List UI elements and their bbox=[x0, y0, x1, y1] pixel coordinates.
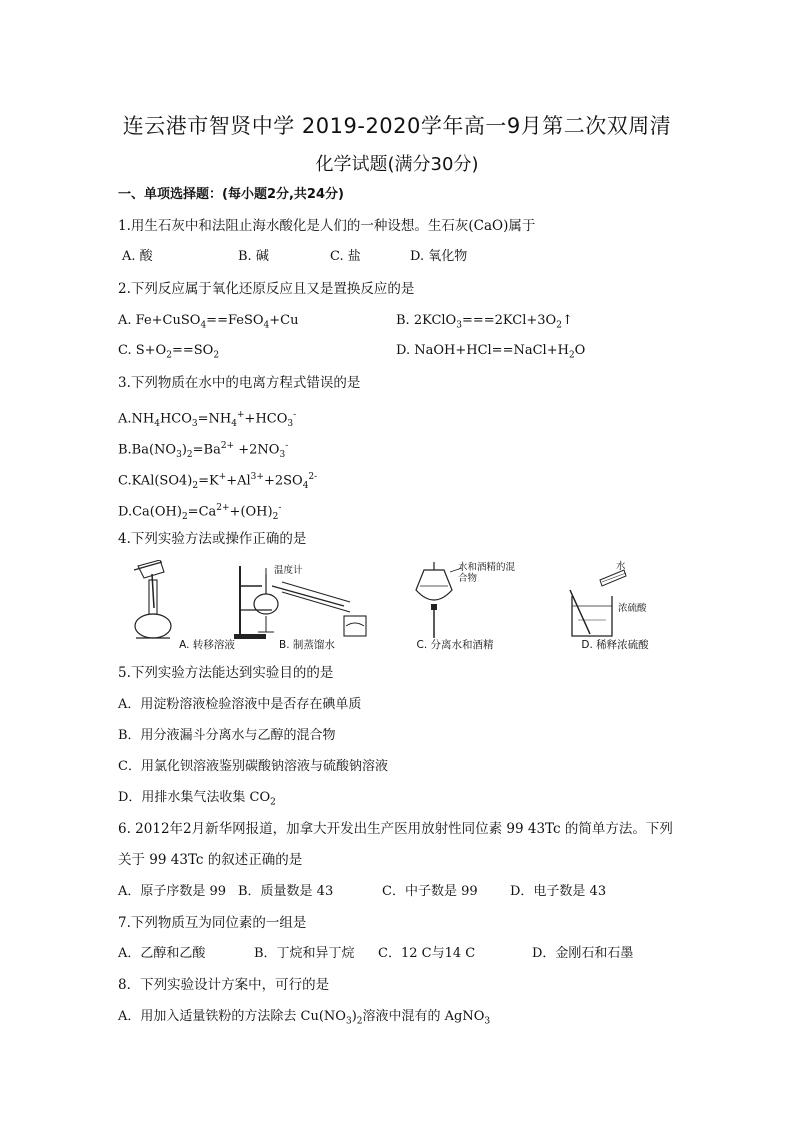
figure-a-caption: A. 转移溶液 bbox=[179, 639, 235, 651]
q7-option-b: B．丁烷和异丁烷 bbox=[254, 946, 355, 961]
acid-label: 浓硫酸 bbox=[618, 603, 647, 614]
q8-option-a: A．用加入适量铁粉的方法除去 $Cu(NO_3)_2$溶液中混有的 AgNO$_3$ bbox=[118, 1009, 491, 1027]
figure-c-caption: C. 分离水和酒精 bbox=[416, 639, 494, 651]
question-8-stem: 8．下列实验设计方案中，可行的是 bbox=[118, 977, 330, 993]
section-heading: 一、单项选择题：(每小题2分,共24分) bbox=[118, 187, 344, 202]
q3-option-d: $D.Ca(OH)_2=Ca^{2+}+(OH)_2^-$ bbox=[118, 503, 282, 522]
q2-option-a: A. Fe+CuSO$_4$==FeSO$_4$+Cu bbox=[118, 313, 299, 331]
figure-distillation bbox=[232, 560, 382, 652]
q3-option-c: $C.KAl(SO4)_2=K^++Al^{3+}+2SO_4^{2-}$ bbox=[118, 472, 318, 491]
question-6-stem-line2: 关于 99 43Tc 的叙述正确的是 bbox=[118, 852, 303, 868]
q1-option-d: D. 氧化物 bbox=[410, 249, 468, 264]
q7-option-d: D．金刚石和石墨 bbox=[532, 946, 634, 961]
q5-option-a: A．用淀粉溶液检验溶液中是否存在碘单质 bbox=[118, 697, 362, 712]
question-1-stem: 1.用生石灰中和法阻止海水酸化是人们的一种设想。生石灰(CaO)属于 bbox=[118, 218, 536, 234]
q6-option-b: B．质量数是 43 bbox=[238, 884, 334, 899]
figure-dilute-acid bbox=[540, 560, 690, 652]
q1-option-c: C. 盐 bbox=[330, 249, 361, 264]
question-6-stem-line1: 6. 2012年2月新华网报道，加拿大开发出生产医用放射性同位素 99 43Tc 的简单方法。下列 bbox=[118, 821, 673, 837]
q2-option-b: B. $2KClO_3===2KCl+3O_2↑$ bbox=[396, 313, 573, 331]
q5-option-b: B．用分液漏斗分离水与乙醇的混合物 bbox=[118, 728, 336, 743]
q3-option-a: $A.NH_4HCO_3=NH_4^++HCO_3^-$ bbox=[118, 410, 297, 429]
volumetric-flask-diagram bbox=[116, 560, 216, 640]
thermometer-label: 温度计 bbox=[274, 565, 303, 576]
q1-option-b: B. 碱 bbox=[238, 249, 269, 264]
exam-subtitle: 化学试题(满分30分) bbox=[315, 154, 479, 175]
q6-option-d: D．电子数是 43 bbox=[510, 884, 607, 899]
figure-b-caption: B. 制蒸馏水 bbox=[279, 639, 335, 651]
q2-option-d: D. $NaOH+HCl==NaCl+H_2O$ bbox=[396, 343, 586, 361]
q7-option-a: A．乙醇和乙酸 bbox=[118, 946, 206, 961]
question-7-stem: 7.下列物质互为同位素的一组是 bbox=[118, 915, 307, 931]
q7-option-c: C．12 C与14 C bbox=[378, 946, 476, 961]
q5-option-d: D．用排水集气法收集 $CO_2$ bbox=[118, 790, 276, 808]
question-3-stem: 3.下列物质在水中的电离方程式错误的是 bbox=[118, 375, 361, 391]
q5-option-c: C．用氯化钡溶液鉴别碳酸钠溶液与硫酸钠溶液 bbox=[118, 759, 388, 774]
q6-option-a: A．原子序数是 99 bbox=[118, 884, 227, 899]
q1-option-a: A. 酸 bbox=[122, 249, 153, 264]
question-4-stem: 4.下列实验方法或操作正确的是 bbox=[118, 531, 307, 547]
figure-separating-funnel bbox=[390, 560, 520, 652]
q3-option-b: $B.Ba(NO_3)_2=Ba^{2+} +2NO_3^-$ bbox=[118, 441, 289, 460]
question-2-stem: 2.下列反应属于氧化还原反应且又是置换反应的是 bbox=[118, 281, 415, 297]
q6-option-c: C．中子数是 99 bbox=[382, 884, 478, 899]
q2-option-c: C. $S+O_2==SO_2$ bbox=[118, 343, 220, 361]
beaker-dilution-diagram bbox=[540, 560, 690, 640]
exam-title: 连云港市智贤中学 2019-2020学年高一9月第二次双周清 bbox=[122, 114, 672, 138]
mixture-label: 水和酒精的混合物 bbox=[458, 562, 516, 584]
distillation-apparatus-diagram bbox=[232, 560, 382, 640]
figure-d-caption: D. 稀释浓硫酸 bbox=[581, 639, 649, 651]
question-5-stem: 5.下列实验方法能达到实验目的的是 bbox=[118, 665, 334, 681]
water-label: 水 bbox=[616, 561, 626, 572]
